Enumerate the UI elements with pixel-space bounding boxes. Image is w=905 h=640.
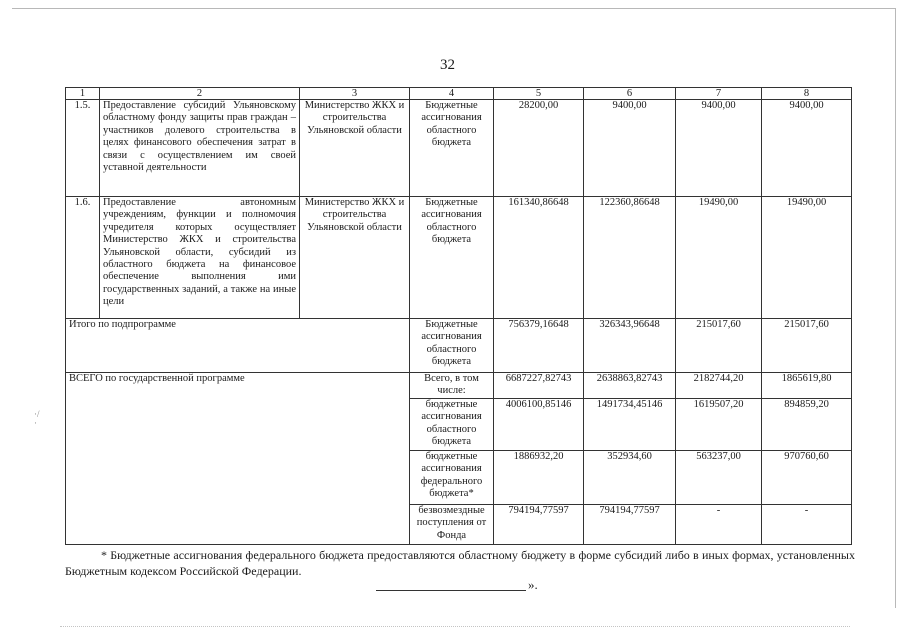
total-value-col7: 1619507,20 <box>676 399 762 451</box>
subtotal-value-col6: 326343,96648 <box>584 319 676 373</box>
col-header-7: 7 <box>676 88 762 100</box>
total-value-col6: 1491734,45146 <box>584 399 676 451</box>
row-number: 1.5. <box>66 100 100 197</box>
header-row <box>66 88 852 100</box>
col-header-4: 4 <box>410 88 494 100</box>
footnote: * Бюджетные ассигнования федерального бюджета предоставляются областному бюджету в форме субсидий либо в иных формах, установленных Бюджетным кодексом Российской Федерации. <box>65 548 855 578</box>
col-header-2: 2 <box>100 88 300 100</box>
row-value-col6: 122360,86648 <box>584 197 676 319</box>
row-number: 1.6. <box>66 197 100 319</box>
table-row <box>66 197 852 319</box>
row-executor: Министерство ЖКХ и строительства Ульяновской области <box>300 100 410 197</box>
total-value-col8: 894859,20 <box>762 399 852 451</box>
total-value-col7: - <box>676 505 762 545</box>
budget-table <box>65 87 852 545</box>
col-header-1: 1 <box>66 88 100 100</box>
total-value-col5: 6687227,82743 <box>494 373 584 399</box>
row-funding-source: Бюджетные ассигнования областного бюджета <box>410 100 494 197</box>
total-funding-source: бюджетные ассигнования федерального бюджета* <box>410 451 494 505</box>
row-value-col8: 9400,00 <box>762 100 852 197</box>
signature-line <box>376 590 526 591</box>
subtotal-row <box>66 319 852 373</box>
row-description: Предоставление автономным учреждениям, функции и полномочия учредителя которых осуществляет Министерство ЖКХ и строительства Ульяновской области, субсидий из областного бюджета на финансовое обеспечение выполнения ими государственных заданий, а также на иные цели <box>100 197 300 319</box>
subtotal-label: Итого по подпрограмме <box>66 319 410 373</box>
row-value-col7: 19490,00 <box>676 197 762 319</box>
table-row <box>66 100 852 197</box>
total-value-col8: 970760,60 <box>762 451 852 505</box>
col-header-5: 5 <box>494 88 584 100</box>
bottom-bleed-through <box>60 626 850 633</box>
total-label: ВСЕГО по государственной программе <box>66 373 410 545</box>
page-number: 32 <box>440 57 455 73</box>
row-description: Предоставление субсидий Ульяновскому областному фонду защиты прав граждан – участников долевого строительства в целях финансового обеспечения затрат в связи с осуществлением им своей уставной деятельности <box>100 100 300 197</box>
total-value-col8: 1865619,80 <box>762 373 852 399</box>
row-value-col7: 9400,00 <box>676 100 762 197</box>
closing-quote: ». <box>528 577 538 592</box>
col-header-8: 8 <box>762 88 852 100</box>
row-executor: Министерство ЖКХ и строительства Ульяновской области <box>300 197 410 319</box>
subtotal-value-col8: 215017,60 <box>762 319 852 373</box>
row-value-col6: 9400,00 <box>584 100 676 197</box>
total-row <box>66 373 852 399</box>
col-header-6: 6 <box>584 88 676 100</box>
total-value-col5: 1886932,20 <box>494 451 584 505</box>
total-value-col7: 2182744,20 <box>676 373 762 399</box>
total-value-col5: 794194,77597 <box>494 505 584 545</box>
subtotal-funding-source: Бюджетные ассигнования областного бюджета <box>410 319 494 373</box>
row-value-col8: 19490,00 <box>762 197 852 319</box>
margin-mark: ·/· <box>34 409 40 428</box>
subtotal-value-col5: 756379,16648 <box>494 319 584 373</box>
total-value-col6: 352934,60 <box>584 451 676 505</box>
row-funding-source: Бюджетные ассигнования областного бюджета <box>410 197 494 319</box>
total-funding-source: Всего, в том числе: <box>410 373 494 399</box>
total-funding-source: бюджетные ассигнования областного бюджета <box>410 399 494 451</box>
row-value-col5: 28200,00 <box>494 100 584 197</box>
col-header-3: 3 <box>300 88 410 100</box>
total-value-col6: 2638863,82743 <box>584 373 676 399</box>
total-funding-source: безвозмездные поступления от Фонда <box>410 505 494 545</box>
total-value-col8: - <box>762 505 852 545</box>
total-value-col5: 4006100,85146 <box>494 399 584 451</box>
total-value-col7: 563237,00 <box>676 451 762 505</box>
subtotal-value-col7: 215017,60 <box>676 319 762 373</box>
total-value-col6: 794194,77597 <box>584 505 676 545</box>
row-value-col5: 161340,86648 <box>494 197 584 319</box>
